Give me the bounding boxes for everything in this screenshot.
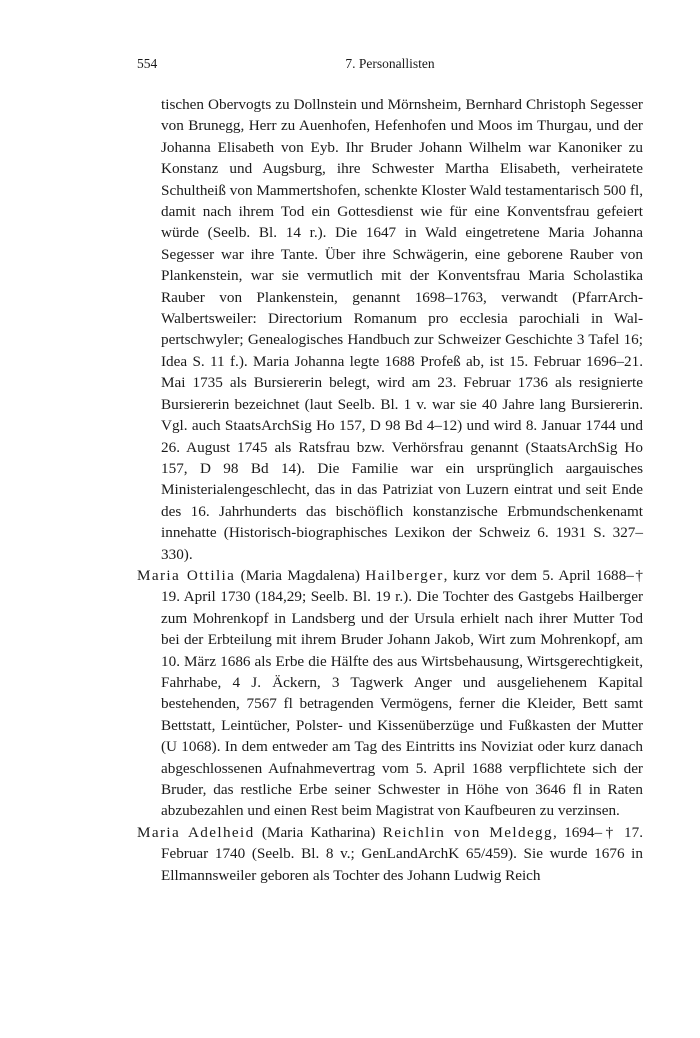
body-text xyxy=(137,94,643,886)
entry-paragraph xyxy=(137,565,643,822)
continued-paragraph: tischen Obervogts zu Dollnstein und Mörnsheim, Bernhard Christoph Segesser von Brunegg, Herr zu Auenhofen, Hefenhofen und Moos im Thurgau, und der Johanna Elisabeth von Eyb. Ihr Bruder Johann Wilhelm war Kanoniker zu Konstanz und Augsburg, ihre Schwester Martha Elisabeth, verheiratete Schultheiß von Mammertshofen, schenkte Kloster Wald testamentarisch 500 fl, damit nach ihrem Tod ein Gottesdienst wie für eine Konventsfrau gefeiert würde (Seelb. Bl. 14 r.). Die 1647 in Wald eingetretene Maria Johanna Segesser war ihre Tante. Über ihre Schwägerin, eine geborene Rauber von Plankenstein, war sie vermutlich mit der Konventsfrau Maria Scholastika Rauber von Plankenstein, genannt 1698–1763, verwandt (PfarrArchWalbertsweiler: Directorium Romanum pro ecclesia parochiali in Walpertschwyler; Genealogisches Handbuch zur Schweizer Geschichte 3 Tafel 16; Idea S. 11 f.). Maria Johanna legte 1688 Profeß ab, ist 15. Februar 1696–21. Mai 1735 als Bursiererin belegt, wird am 23. Februar 1736 als resignierte Bursiererin bezeichnet (laut Seelb. Bl. 1 v. war sie 40 Jahre lang Bursiererin. Vgl. auch StaatsArchSig Ho 157, D 98 Bd 4–12) und wird 8. Januar 1744 und 26. August 1745 als Ratsfrau bzw. Verhörsfrau genannt (StaatsArchSig Ho 157, D 98 Bd 14). Die Familie war ein ursprünglich aargauisches Ministerialengeschlecht, das in das Patriziat von Luzern eintrat und seit Ende des 16. Jahrhunderts das bischöflich konstanzische Erbmundschenkenamt innehatte (Historisch-biographisches Lexikon der Schweiz 6. 1931 S. 327–330). xyxy=(161,96,643,563)
entry-text: , kurz vor dem 5. April 1688–† 19. April 1730 (184,29; Seelb. Bl. 19 r.). Die Tochter des Gastgebs Hailberger zum Mohrenkopf in Landsberg und der Ursula erhielt nach ihrer Mutter Tod bei der Erbteilung mit ihrem Bruder Johann Jakob, Wirt zum Mohrenkopf, am 10. März 1686 als Erbe die Hälfte des aus Wirtsbehausung, Wirtsgerechtigkeit, Fahrhabe, 4 J. Äckern, 3 Tagwerk Anger und ausgeliehenem Kapital bestehenden, 7567 fl betragenden Vermögens, ferner die Kleider, Bett samt Bettstatt, Leintücher, Polster- und Kissenüberzüge und Fußkasten der Mutter (U 1068). In dem entweder am Tag des Eintritts ins Noviziat oder kurz danach abgeschlossenen Aufnahmevertrag vom 5. April 1688 verpflichtete sich der Bruder, das restliche Erbe seiner Schwester in Höhe von 3646 fl in Raten abzubezahlen und einen Rest beim Magistrat von Kaufbeuren zu verzinsen. xyxy=(161,566,643,820)
entry-surname: Reichlin von Meldegg xyxy=(382,823,553,841)
running-head xyxy=(137,56,643,76)
entry-name: Maria Adelheid xyxy=(137,823,255,841)
entry-surname: Hailberger xyxy=(365,566,444,584)
chapter-title: 7. Personallisten xyxy=(345,56,435,71)
entry-paragraph xyxy=(137,822,643,886)
entry-text: , 1694–† 17. Februar 1740 (Seelb. Bl. 8 v.; GenLandArchK 65/459). Sie wurde 1676 in Ellmannsweiler geboren als Tochter des Johann Ludwig Reich xyxy=(161,823,643,884)
entry-alt-name: (Maria Magdalena) xyxy=(235,566,366,584)
entry-alt-name: (Maria Katharina) xyxy=(254,823,383,841)
page-number: 554 xyxy=(137,56,158,71)
entry-name: Maria Ottilia xyxy=(137,566,236,584)
